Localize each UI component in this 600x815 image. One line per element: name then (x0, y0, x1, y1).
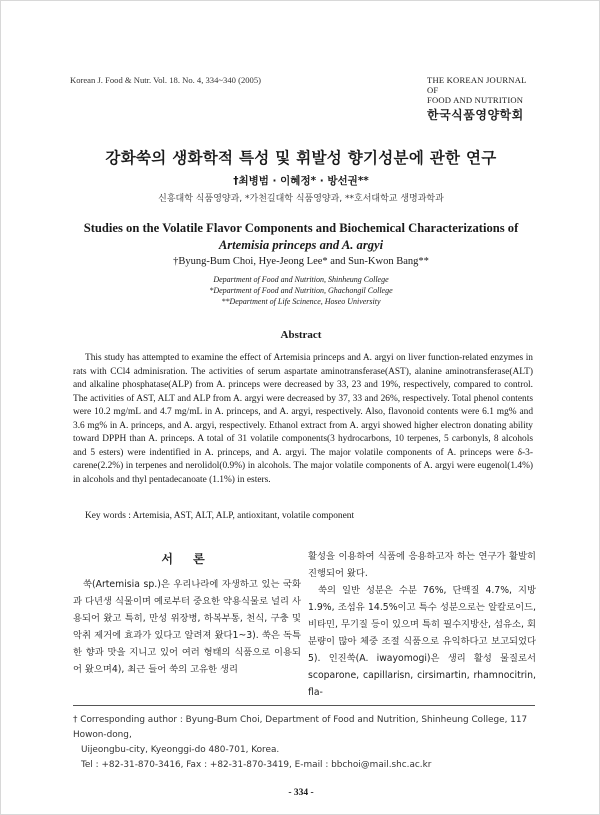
body-left-column (73, 551, 301, 678)
english-authors: †Byung-Bum Choi, Hye-Jeong Lee* and Sun-Kwon Bang** (173, 256, 429, 267)
journal-name-line2: FOOD AND NUTRITION (427, 95, 524, 105)
english-affiliation-1: Department of Food and Nutrition, Shinheung College (213, 275, 389, 284)
journal-reference: Korean J. Food & Nutr. Vol. 18. No. 4, 334~340 (2005) (70, 75, 262, 85)
body-right-column (308, 548, 536, 701)
korean-authors: †최병범 · 이혜정* · 방선권** (233, 175, 369, 187)
english-title-line2: Artemisia princeps and A. argyi (218, 238, 384, 252)
body-paragraph: 활성을 이용하여 식품에 응용하고자 하는 연구가 활발히 진행되어 왔다. (308, 551, 536, 579)
page-number: - 334 - (288, 788, 314, 798)
journal-name-korean: 한국식품영양학회 (427, 108, 524, 122)
english-affiliations (1, 274, 600, 307)
korean-title: 강화쑥의 생화학적 특성 및 휘발성 향기성분에 관한 연구 (105, 149, 497, 167)
english-affiliation-3: **Department of Life Scinence, Hoseo University (221, 297, 381, 306)
english-title (1, 220, 600, 254)
footnote-line-1: † Corresponding author : Byung-Bum Choi, Department of Food and Nutrition, Shinheung College, 117 Howon-dong, (73, 715, 528, 740)
body-paragraph: 쑥(Artemisia sp.)은 우리나라에 자생하고 있는 국화과 다년생 식물이며 예로부터 중요한 약용식물로 널리 사용되어 왔고 특히, 만성 위장병, 하복부통, 천식, 구충 및 악취 제거에 효과가 있다고 알려져 왔다1~3). 쑥은 독특한 향과 맛을 지니고 있어 여러 형태의 식품으로 이용되어 왔으며4), 최근 들어 쑥의 고유한 생리 (73, 579, 301, 675)
footnote-divider (73, 705, 535, 706)
section-heading-introduction: 서 론 (161, 552, 213, 566)
journal-name-line1: THE KOREAN JOURNAL OF (427, 75, 527, 95)
abstract-text: This study has attempted to examine the effect of Artemisia princeps and A. argyi on liver function-related enzymes in rats with CCl4 adminisration. The activities of serum aspartate aminotransferase(AST), alanine aminotransferase(ALT) and alkaline phosphatase(ALP) from A. princeps were decreased by 33, 23 and 19%, respectively, compared to control. The activities of AST, ALT and ALP from A. argyi were decreased by 37, 33 and 26%, respectively. Total phenol contents were 10.2 mg/mL and 4.7 mg/mL in A. princeps, and A. argyi, respectively. Also, flavonoid contents were 6.1 mg% and 3.6 mg% in A. princeps, and A. argyi, respectively. Ethanol extract from A. argyi showed higher electron donating ability toward DPPH than A. princeps. A total of 31 volatile components(3 hydrocarbons, 10 terpenes, 5 carbonyls, 8 alcohols and 5 esters) were indentified in A. princeps, and A. argyi. The major volatile components of A. princeps were δ-3-carene(2.2%) in terpenes and nerolidol(0.9%) in alcohols. The major volatile components of A. argyi were eugenol(1.4%) in alcohols and thyl pentadecanoate (1.1%) in esters. (73, 353, 533, 485)
english-affiliation-2: *Department of Food and Nutrition, Ghachongil College (209, 286, 393, 295)
body-paragraph: 쑥의 일반 성분은 수분 76%, 단백질 4.7%, 지방 1.9%, 조섬유 14.5%이고 특수 성분으로는 알칼로이드, 비타민, 무기질 등이 있으며 특히 필수지방산, 섬유소, 회분량이 많아 체중 조절 식품으로 유익하다고 보고되었다5). 인진쑥(A. iwayomogi)은 생리 활성 물질로서 scoparone, capillarisn, cirsimartin, rhamnocitrin, fla- (308, 585, 536, 698)
keywords: Key words : Artemisia, AST, ALT, ALP, antioxitant, volatile component (85, 511, 355, 521)
corresponding-author-footnote (73, 713, 543, 773)
footnote-line-3: Tel : +82-31-870-3416, Fax : +82-31-870-3419, E-mail : bbchoi@mail.shc.ac.kr (81, 760, 432, 770)
journal-name-block (427, 75, 537, 123)
abstract-heading: Abstract (280, 329, 322, 341)
footnote-line-2: Uijeongbu-city, Kyeonggi-do 480-701, Korea. (81, 745, 280, 755)
korean-affiliations: 신흥대학 식품영양과, *가천길대학 식품영양과, **호서대학교 생명과학과 (158, 194, 444, 204)
english-title-line1: Studies on the Volatile Flavor Components and Biochemical Characterizations of (83, 221, 519, 235)
